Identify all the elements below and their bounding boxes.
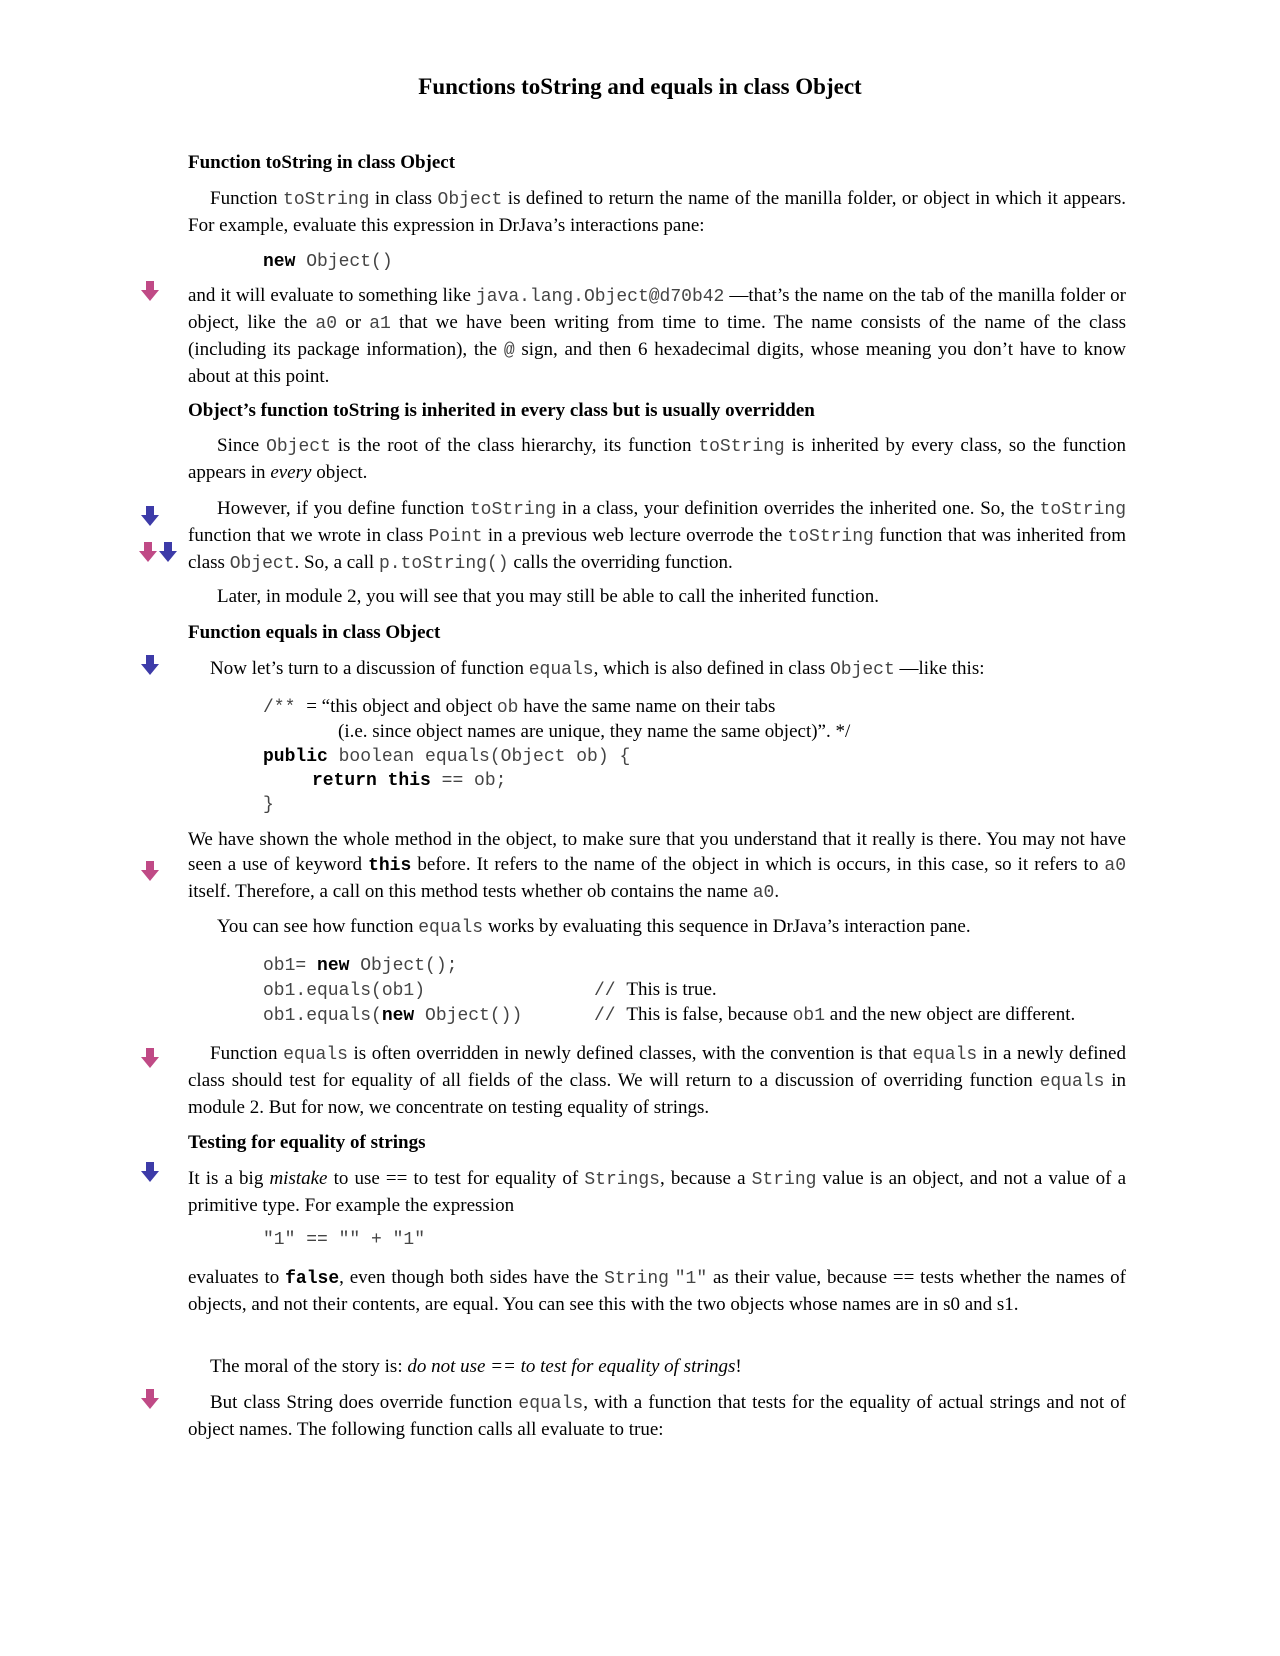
arrow-down-icon[interactable] xyxy=(141,1048,159,1068)
paragraph: Now let’s turn to a discussion of function equals, which is also defined in class Object —like this: xyxy=(210,658,985,680)
paragraph: Since Object is the root of the class hierarchy, its function toString is inherited by every class, so the function appears in every object. xyxy=(188,435,1126,483)
paragraph: and it will evaluate to something like java.lang.Object@d70b42 —that’s the name on the tab of the manilla folder or object, like the a0 or a1 that we have been writing from time to time. The name consists of the name of the class (including its package information), the @ sign, and then 6 hexadecimal digits, whose meaning you don’t have to know about at this point. xyxy=(188,285,1127,387)
arrow-down-icon[interactable] xyxy=(141,506,159,526)
arrow-down-icon[interactable] xyxy=(141,1389,159,1409)
paragraph: We have shown the whole method in the object, to make sure that you understand that it really is there. You may not have seen a use of keyword this before. It refers to the name of the object in which is occurs, in this case, so it refers to a0 itself. Therefore, a call on this method tests whether ob contains the name a0. xyxy=(188,829,1126,903)
code-line: "1" == "" + "1" xyxy=(263,1230,426,1250)
paragraph: The moral of the story is: do not use == to test for equality of strings! xyxy=(210,1356,742,1377)
paragraph: You can see how function equals works by evaluating this sequence in DrJava’s interaction pane. xyxy=(217,916,971,938)
paragraph: evaluates to false, even though both sides have the String "1" as their value, because == tests whether the names of objects, and not their contents, are equal. You can see this with the two objects whose names are in s0 and s1. xyxy=(188,1267,1126,1315)
code-line: } xyxy=(263,795,274,815)
paragraph: Function equals is often overridden in newly defined classes, with the convention is that equals in a newly defined class should test for equality of all fields of the class. We will return to a discussion of overriding function equals in module 2. But for now, we concentrate on testing equality of strings. xyxy=(188,1043,1127,1118)
paragraph: Later, in module 2, you will see that you may still be able to call the inherited function. xyxy=(217,586,879,607)
code-line: ob1.equals(ob1) xyxy=(263,981,426,1001)
code-comment-line: /** = “this object and object ob have the same name on their tabs xyxy=(263,696,776,718)
paragraph: But class String does override function equals, with a function that tests for the equality of actual strings and not of object names. The following function calls all evaluate to true: xyxy=(188,1392,1127,1440)
double-arrow-down-icon[interactable] xyxy=(139,542,177,562)
arrow-down-icon[interactable] xyxy=(141,861,159,881)
paragraph: Function toString in class Object is defined to return the name of the manilla folder, or object in which it appears. For example, evaluate this expression in DrJava’s interactions pane: xyxy=(188,188,1126,236)
code-comment: // This is true. xyxy=(594,979,717,1001)
code-comment: // This is false, because ob1 and the new object are different. xyxy=(594,1004,1076,1026)
paragraph: However, if you define function toString in a class, your definition overrides the inherited one. So, the toString function that we wrote in class Point in a previous web lecture overrode the toString function that was inherited from class Object. So, a call p.toString() calls the overriding function. xyxy=(188,498,1127,574)
section-heading: Function toString in class Object xyxy=(188,152,456,173)
arrow-down-icon[interactable] xyxy=(141,655,159,675)
arrow-down-icon[interactable] xyxy=(141,1162,159,1182)
paragraph: It is a big mistake to use == to test for equality of Strings, because a String value is an object, and not a value of a primitive type. For example the expression xyxy=(188,1168,1127,1216)
code-line: public boolean equals(Object ob) { xyxy=(263,747,631,767)
code-line: new Object() xyxy=(263,252,393,272)
code-line: ob1.equals(new Object()) xyxy=(263,1006,523,1026)
section-heading: Object’s function toString is inherited in every class but is usually overridden xyxy=(188,400,815,421)
code-line: ob1= new Object(); xyxy=(263,956,458,976)
code-comment-line: (i.e. since object names are unique, they name the same object)”. */ xyxy=(338,721,851,742)
section-heading: Testing for equality of strings xyxy=(188,1132,426,1153)
page-title: Functions toString and equals in class Object xyxy=(418,74,862,99)
arrow-down-icon[interactable] xyxy=(141,281,159,301)
section-heading: Function equals in class Object xyxy=(188,622,441,643)
code-line: return this == ob; xyxy=(312,771,507,791)
